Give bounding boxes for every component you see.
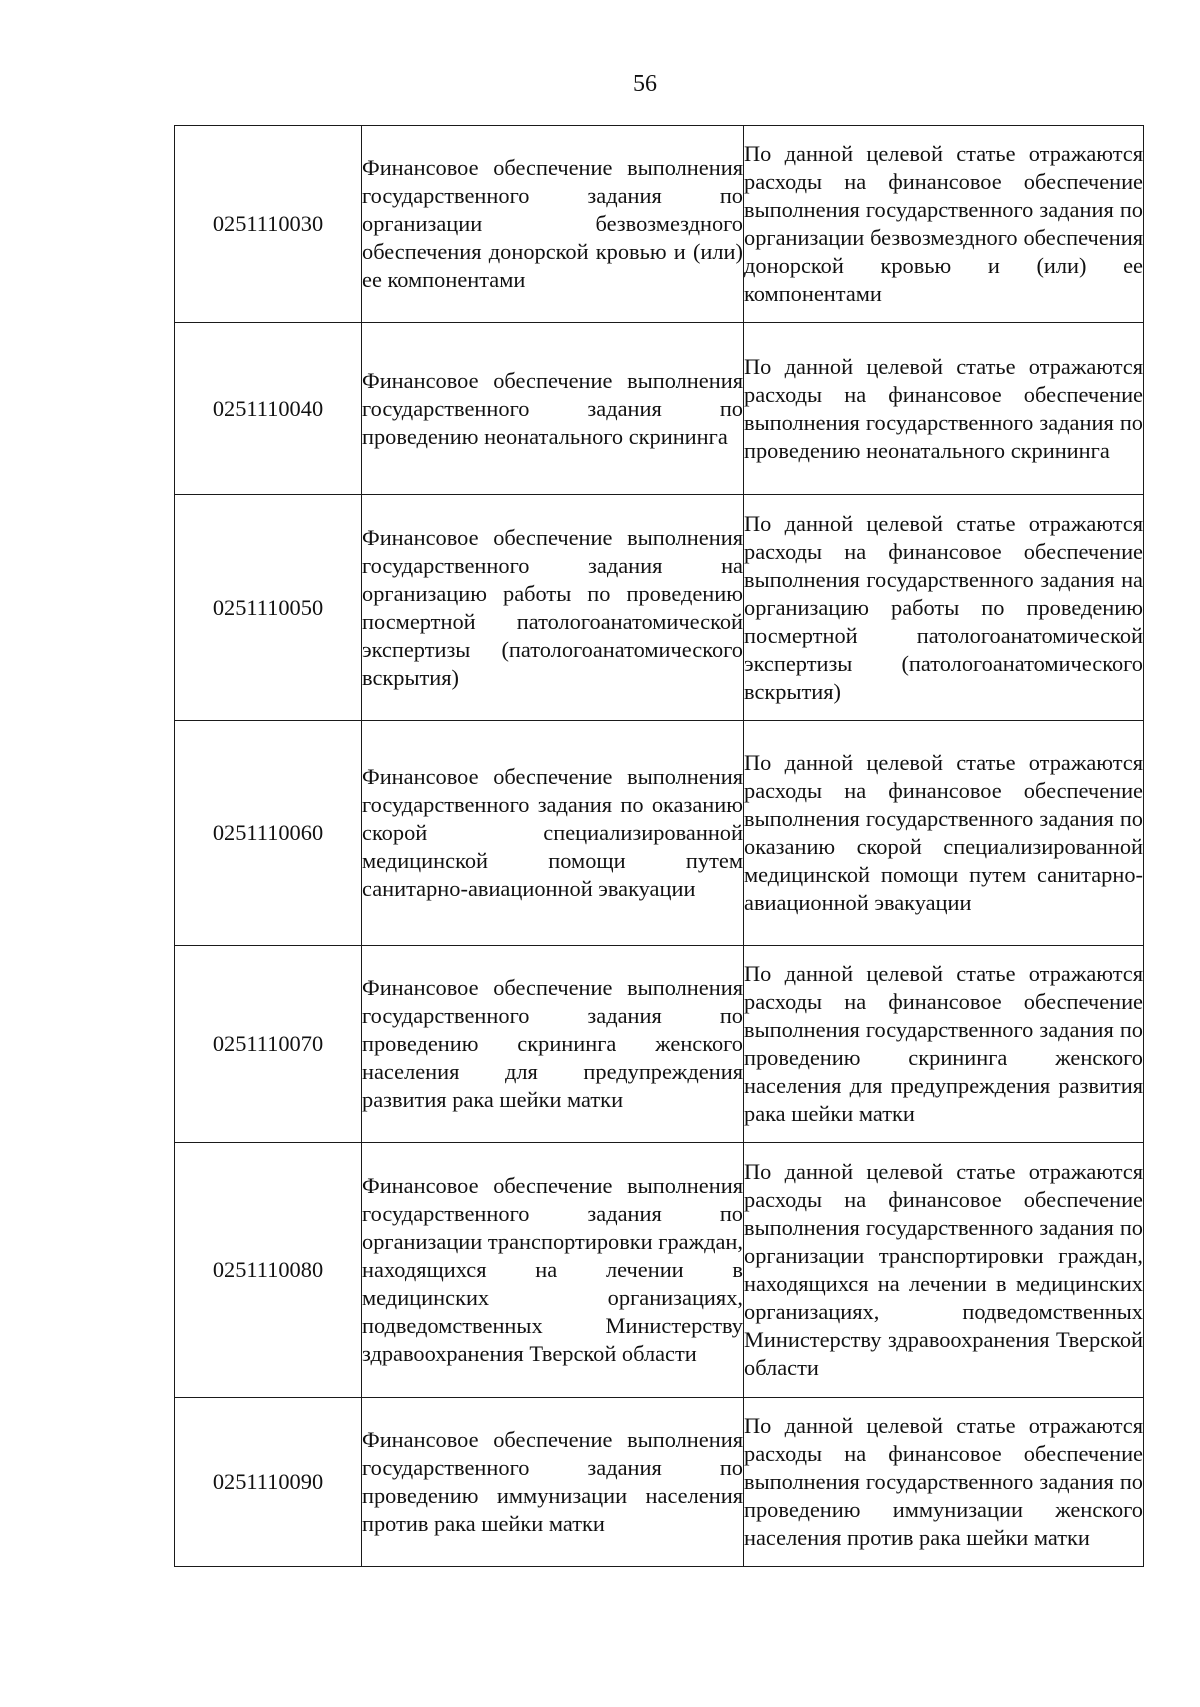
target-article-code: 0251110070 — [175, 946, 362, 1143]
target-article-description: По данной целевой статье отражаются расходы на финансовое обеспечение выполнения государственного задания по организации безвозмездного обеспечения донорской кровью и (или) ее компонентами — [744, 126, 1144, 323]
target-article-code: 0251110090 — [175, 1398, 362, 1567]
budget-classification-table — [174, 125, 1144, 1567]
table-row — [175, 721, 1144, 946]
target-article-description: По данной целевой статье отражаются расходы на финансовое обеспечение выполнения государственного задания по оказанию скорой специализированной медицинской помощи путем санитарно-авиационной эвакуации — [744, 721, 1144, 946]
table-row — [175, 126, 1144, 323]
target-article-code: 0251110050 — [175, 495, 362, 721]
target-article-name: Финансовое обеспечение выполнения государственного задания по проведению неонатального скрининга — [362, 323, 744, 495]
page-number: 56 — [633, 71, 657, 97]
target-article-description: По данной целевой статье отражаются расходы на финансовое обеспечение выполнения государственного задания по проведению скрининга женского населения для предупреждения развития рака шейки матки — [744, 946, 1144, 1143]
target-article-code: 0251110080 — [175, 1143, 362, 1398]
target-article-description: По данной целевой статье отражаются расходы на финансовое обеспечение выполнения государственного задания по проведению иммунизации женского населения против рака шейки матки — [744, 1398, 1144, 1567]
table-row — [175, 323, 1144, 495]
table-row — [175, 1143, 1144, 1398]
target-article-code: 0251110060 — [175, 721, 362, 946]
target-article-description: По данной целевой статье отражаются расходы на финансовое обеспечение выполнения государственного задания по проведению неонатального скрининга — [744, 323, 1144, 495]
target-article-description: По данной целевой статье отражаются расходы на финансовое обеспечение выполнения государственного задания на организацию работы по проведению посмертной патологоанатомической экспертизы (патологоанатомического вскрытия) — [744, 495, 1144, 721]
table-row — [175, 495, 1144, 721]
target-article-name: Финансовое обеспечение выполнения государственного задания по организации безвозмездного обеспечения донорской кровью и (или) ее компонентами — [362, 126, 744, 323]
target-article-description: По данной целевой статье отражаются расходы на финансовое обеспечение выполнения государственного задания по организации транспортировки граждан, находящихся на лечении в медицинских организациях, подведомственных Министерству здравоохранения Тверской области — [744, 1143, 1144, 1398]
target-article-code: 0251110030 — [175, 126, 362, 323]
target-article-name: Финансовое обеспечение выполнения государственного задания по проведению иммунизации населения против рака шейки матки — [362, 1398, 744, 1567]
target-article-name: Финансовое обеспечение выполнения государственного задания по организации транспортировки граждан, находящихся на лечении в медицинских организациях, подведомственных Министерству здравоохранения Тверской области — [362, 1143, 744, 1398]
target-article-name: Финансовое обеспечение выполнения государственного задания по оказанию скорой специализированной медицинской помощи путем санитарно-авиационной эвакуации — [362, 721, 744, 946]
target-article-code: 0251110040 — [175, 323, 362, 495]
table-row — [175, 946, 1144, 1143]
table-row — [175, 1398, 1144, 1567]
target-article-name: Финансовое обеспечение выполнения государственного задания на организацию работы по проведению посмертной патологоанатомической экспертизы (патологоанатомического вскрытия) — [362, 495, 744, 721]
target-article-name: Финансовое обеспечение выполнения государственного задания по проведению скрининга женского населения для предупреждения развития рака шейки матки — [362, 946, 744, 1143]
